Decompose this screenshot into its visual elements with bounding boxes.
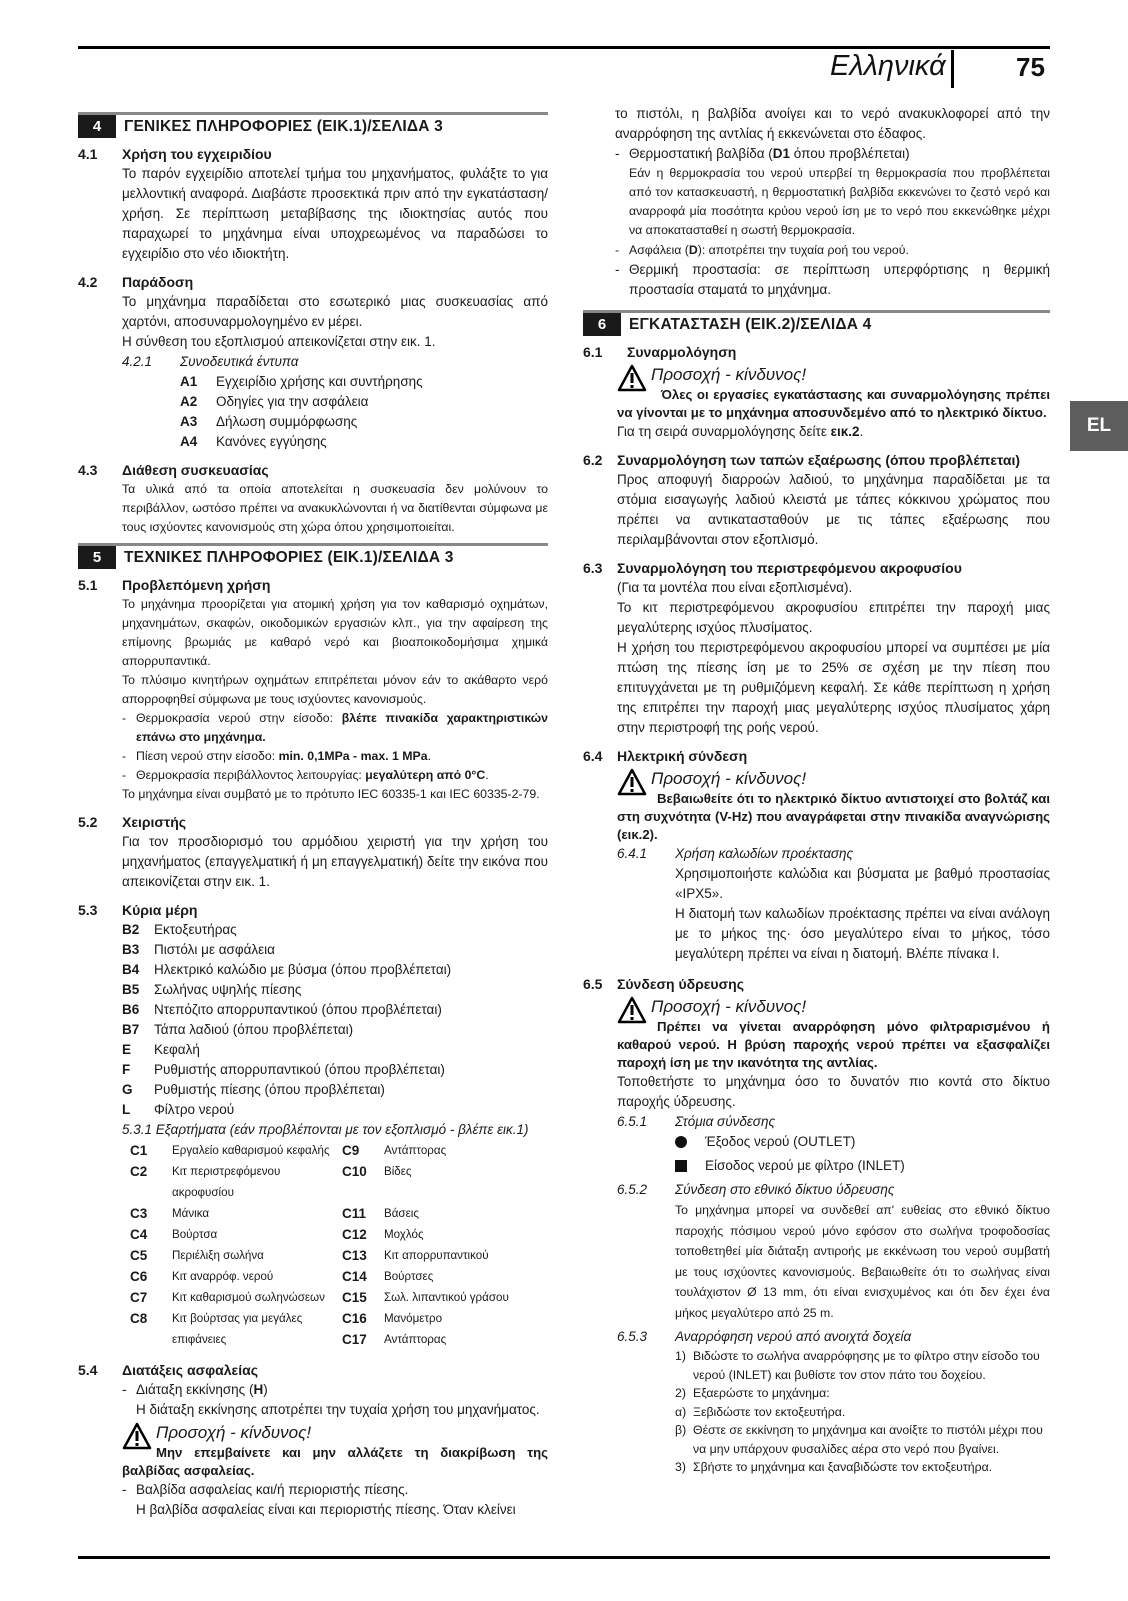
- paragraph: Η χρήση του περιστρεφόμενου ακροφυσίου μπορεί να συμπέσει με μία πτώση της πίεσης ίση με το 25% σε σχέση με την πίεση που επιτυγχάνεται με τη ρυθμιζόμενη κεφαλή. Σε κάθε περίπτωση η χρήση της επιτρέπει την παροχή μιας μεγαλύτερης ισχύος πλυσίματος χάρη στην περιστροφή της ροής νερού.: [617, 640, 1050, 735]
- item-text: Σωλήνας υψηλής πίεσης: [154, 982, 302, 997]
- item-code: B2: [122, 922, 140, 937]
- dash-item: - Θερμοκρασία νερού στην είσοδο: βλέπε πινακίδα χαρακτηριστικών επάνω στο μηχάνημα.: [122, 711, 548, 744]
- item-code: G: [122, 1082, 133, 1097]
- section-4-heading: [78, 112, 548, 138]
- list-item: [675, 1384, 1050, 1403]
- subsubsection-heading: [78, 352, 548, 372]
- item-code: A1: [180, 374, 198, 389]
- subsubsection-heading: [583, 844, 1050, 864]
- step-text: Θέστε σε εκκίνηση το μηχάνημα και ανοίξτε το πιστόλι μέχρι που να μην υπάρχουν φυσαλίδες αέρα στο νερό που βγαίνει.: [693, 1423, 1043, 1456]
- dash-text-end: .: [427, 749, 431, 763]
- subsection-heading: [583, 974, 1050, 994]
- warning-block: [583, 364, 1050, 422]
- table-cell: Βούρτσα: [172, 1228, 218, 1241]
- list-item: [78, 392, 548, 412]
- warning-icon: [617, 768, 651, 798]
- dash-emphasis: μεγαλύτερη από 0°C: [365, 768, 486, 782]
- warning-text: Μην επεμβαίνετε και μην αλλάζετε τη διακρίβωση της βαλβίδας ασφαλείας.: [122, 1445, 548, 1478]
- table-cell: Κιτ απορρυπαντικού: [384, 1249, 489, 1262]
- item-text: Πιστόλι με ασφάλεια: [154, 942, 275, 957]
- table-cell: επιφάνειες: [172, 1333, 227, 1346]
- subsection-title: Προβλεπόμενη χρήση: [122, 577, 271, 593]
- dash-item: - Ασφάλεια (D): αποτρέπει την τυχαία ροή του νερού.: [615, 243, 909, 257]
- item-code: A4: [180, 434, 198, 449]
- dash-text: Θερμική προστασία: σε περίπτωση υπερφόρτισης η θερμική προστασία σταματά το μηχάνημα.: [629, 262, 1050, 297]
- item-text: Εκτοξευτήρας: [154, 922, 237, 937]
- list-item: [583, 1132, 1050, 1152]
- item-text: Είσοδος νερού με φίλτρο (INLET): [705, 1158, 905, 1173]
- dash-text-end: .: [485, 768, 489, 782]
- item-code: L: [122, 1102, 131, 1117]
- table-cell: Μάνικα: [172, 1207, 210, 1220]
- table-cell: C8: [130, 1311, 148, 1326]
- list-item: [78, 412, 548, 432]
- subsection-title: Χειριστής: [122, 814, 187, 830]
- subsubsection-number: 6.5.3: [617, 1329, 648, 1344]
- warning-title: Προσοχή - κίνδυνος!: [651, 769, 807, 788]
- subsubsection-title: Στόμια σύνδεσης: [675, 1114, 776, 1129]
- subsection-heading: [78, 144, 548, 164]
- table-cell: C14: [342, 1269, 367, 1284]
- subsection-number: 5.4: [78, 1362, 98, 1378]
- subsection-heading: [583, 746, 1050, 766]
- step-text: Σβήστε το μηχάνημα και ξαναβιδώστε τον εκτοξευτήρα.: [693, 1460, 993, 1474]
- item-code: A2: [180, 394, 198, 409]
- paragraph: [583, 422, 1050, 442]
- subsubsection-heading: [583, 1112, 1050, 1132]
- subsection-heading: [78, 575, 548, 595]
- table-cell: Κιτ βούρτσας για μεγάλες: [172, 1312, 303, 1325]
- dash-text: Βαλβίδα ασφαλείας και/ή περιοριστής πίεσης.: [136, 1482, 409, 1497]
- subsection-title: Διάθεση συσκευασίας: [122, 462, 269, 478]
- item-text: Κανόνες εγγύησης: [216, 434, 327, 449]
- table-cell: C1: [130, 1143, 148, 1158]
- subsection-number: 6.5: [583, 976, 603, 992]
- subsubsection-heading: 5.3.1 Εξαρτήματα (εάν προβλέπονται με τον εξοπλισμό - βλέπε εικ.1): [122, 1122, 529, 1137]
- subsection-number: 5.3: [78, 902, 98, 918]
- item-text: Κεφαλή: [154, 1042, 200, 1057]
- table-cell: Μοχλός: [384, 1228, 424, 1241]
- table-cell: C11: [342, 1206, 367, 1221]
- dash-item: - Θερμική προστασία: σε περίπτωση υπερφόρτισης η θερμική προστασία σταματά το μηχάνημα.: [583, 260, 1050, 300]
- subsubsection-title: Σύνδεση στο εθνικό δίκτυο ύδρευσης: [675, 1182, 895, 1197]
- item-text: Φίλτρο νερού: [154, 1102, 235, 1117]
- list-item: [675, 1458, 1050, 1477]
- paragraph: Η σύνθεση του εξοπλισμού απεικονίζεται στην εικ. 1.: [122, 334, 436, 349]
- list-item: [78, 1100, 548, 1120]
- list-item: [583, 1156, 1050, 1176]
- subsection-title: Κύρια μέρη: [122, 902, 198, 918]
- item-text: Τάπα λαδιού (όπου προβλέπεται): [154, 1022, 354, 1037]
- language-tab: [1070, 401, 1128, 451]
- dash-item: - Διάταξη εκκίνησης (H): [122, 1382, 268, 1397]
- list-item: [78, 1080, 548, 1100]
- item-code: B3: [122, 942, 140, 957]
- table-cell: C6: [130, 1269, 148, 1284]
- subsection-number: 6.4: [583, 748, 603, 764]
- table-cell: C15: [342, 1290, 367, 1305]
- warning-title: Προσοχή - κίνδυνος!: [156, 1423, 312, 1442]
- item-text: Ρυθμιστής απορρυπαντικού (όπου προβλέπεται): [154, 1062, 445, 1077]
- subsection-title: Χρήση του εγχειριδίου: [122, 146, 272, 162]
- subsection-heading: [78, 272, 548, 292]
- subsection-number: 6.2: [583, 452, 603, 468]
- dash-text: Θερμοκρασία νερού στην είσοδο:: [136, 711, 342, 725]
- paragraph: Το μηχάνημα προορίζεται για ατομική χρήση για τον καθαρισμό οχημάτων, μηχανημάτων, σκαφών, οικοδομικών εργασιών κλπ., για την αφαίρεση της επίμονης βρωμιάς με καθαρό νερό και βιοαποικοδομήσιμα χημικά απορρυπαντικά.: [122, 597, 548, 668]
- subsection-heading: [583, 558, 1050, 578]
- warning-icon: [617, 996, 651, 1026]
- paragraph: (Για τα μοντέλα που είναι εξοπλισμένα).: [617, 580, 853, 595]
- subsection-heading: [583, 450, 1050, 470]
- item-text: Ρυθμιστής πίεσης (όπου προβλέπεται): [154, 1082, 385, 1097]
- subsection-title: Συναρμολόγηση του περιστρεφόμενου ακροφυσίου: [617, 560, 962, 576]
- subsection-number: 6.3: [583, 560, 603, 576]
- paragraph-text-end: .: [859, 424, 864, 439]
- paragraph: Το μηχάνημα παραδίδεται στο εσωτερικό μιας συσκευασίας από χαρτόνι, αποσυναρμολογημένο εν μέρει.: [122, 294, 548, 329]
- paragraph-text: Για τη σειρά συναρμολόγησης δείτε: [617, 424, 831, 439]
- figure-ref: εικ.2: [830, 424, 860, 439]
- section-title: ΤΕΧΝΙΚΕΣ ΠΛΗΡΟΦΟΡΙΕΣ (ΕΙΚ.1)/ΣΕΛΙΔΑ 3: [124, 548, 454, 566]
- item-code: B4: [122, 962, 140, 977]
- subsection-title: Σύνδεση ύδρευσης: [617, 976, 744, 992]
- warning-text: Πρέπει να γίνεται αναρρόφηση μόνο φιλτραρισμένου ή καθαρού νερού. Η βρύση παροχής νερού πρέπει να εξασφαλίζει παροχή ίση με την ικανότητα της αντλίας.: [617, 1019, 1050, 1070]
- item-text: Δήλωση συμμόρφωσης: [216, 414, 358, 429]
- left-column: [78, 106, 548, 1520]
- subsection-heading: [583, 342, 1050, 362]
- dash-text: Διάταξη εκκίνησης (: [136, 1382, 254, 1397]
- subsection-number: 4.2: [78, 274, 98, 290]
- subsubsection-number: 4.2.1: [122, 354, 153, 369]
- section-6-heading: [583, 310, 1050, 336]
- item-code: F: [122, 1062, 131, 1077]
- item-text: Ντεπόζιτο απορρυπαντικού (όπου προβλέπεται): [154, 1002, 442, 1017]
- paragraph: Τοποθετήστε το μηχάνημα όσο το δυνατόν πιο κοντά στο δίκτυο παροχής ύδρευσης.: [617, 1074, 1050, 1109]
- subsubsection-number: 6.5.1: [617, 1114, 648, 1129]
- table-cell: Μανόμετρο: [384, 1312, 443, 1325]
- dash-text-end: ): αποτρέπει την τυχαία ροή του νερού.: [697, 243, 909, 257]
- subsubsection-title: Αναρρόφηση νερού από ανοιχτά δοχεία: [675, 1329, 912, 1344]
- item-code: B5: [122, 982, 140, 997]
- dash-item: - Θερμοστατική βαλβίδα (D1 όπου προβλέπεται): [615, 146, 910, 161]
- language-tab-label: EL: [1086, 415, 1112, 436]
- list-item: [78, 980, 548, 1000]
- table-cell: Βούρτσες: [384, 1270, 434, 1283]
- list-item: [78, 372, 548, 392]
- subsection-title: Συναρμολόγηση: [627, 344, 737, 360]
- subsubsection-number: 6.4.1: [617, 846, 648, 861]
- dash-text-end: ): [263, 1382, 268, 1397]
- list-item: [78, 1040, 548, 1060]
- dash-emphasis: H: [253, 1382, 264, 1397]
- circle-bullet-icon: [675, 1136, 705, 1148]
- list-item: [78, 960, 548, 980]
- paragraph: Το πλύσιμο κινητήρων οχημάτων επιτρέπεται μόνον εάν το ακάθαρτο νερό απορροφηθεί σύμφωνα με τους ισχύοντες κανονισμούς.: [122, 673, 548, 706]
- dash-text-end: όπου προβλέπεται): [790, 146, 910, 161]
- list-item: [78, 1000, 548, 1020]
- warning-block: [583, 768, 1050, 844]
- paragraph: Το κιτ περιστρεφόμενου ακροφυσίου επιτρέπει την παροχή μιας μεγαλύτερης ισχύος πλυσίματος.: [617, 600, 1050, 635]
- subsection-heading: [78, 812, 548, 832]
- header-divider: [951, 50, 954, 88]
- list-item: [78, 1060, 548, 1080]
- step-text: Ξεβιδώστε τον εκτοξευτήρα.: [693, 1404, 846, 1419]
- table-cell: C2: [130, 1164, 148, 1179]
- subsection-title: Συναρμολόγηση των ταπών εξαέρωσης (όπου προβλέπεται): [617, 452, 1021, 468]
- subsection-number: 4.1: [78, 146, 98, 162]
- warning-icon: [617, 364, 651, 394]
- subsection-title: Παράδοση: [122, 274, 194, 290]
- subsection-number: 6.1: [583, 344, 603, 360]
- subsubsection-heading: [583, 1327, 1050, 1347]
- dash-item: - Πίεση νερού στην είσοδο: min. 0,1MPa - max. 1 MPa.: [122, 749, 431, 763]
- section-number: 6: [583, 313, 621, 336]
- table-cell: Αντάπτορας: [384, 1144, 447, 1157]
- step-number: 1): [675, 1349, 686, 1363]
- table-cell: C12: [342, 1227, 367, 1242]
- paragraph: Το μηχάνημα μπορεί να συνδεθεί απ' ευθείας στο εθνικό δίκτυο παροχής πόσιμου νερού μόνο εφόσον στο σωλήνα τροφοδοσίας τοποθετηθεί μία διάταξη αντιροής με εκκένωση του νερού συμβατή με τους ισχύοντες κανονισμούς. Βεβαιωθείτε ότι το σωλήνας είναι τουλάχιστον Ø 13 mm, ότι είναι ενισχυμένος και ότι δεν έχει ένα μήκος μεγαλύτερο από 25 m.: [675, 1203, 1050, 1320]
- step-text: Εξαερώστε το μηχάνημα:: [693, 1386, 830, 1400]
- table-cell: Σωλ. λιπαντικού γράσου: [384, 1291, 509, 1304]
- dash-text: Θερμοστατική βαλβίδα (: [629, 146, 773, 161]
- section-number: 4: [78, 115, 116, 138]
- paragraph: Το παρόν εγχειρίδιο αποτελεί τμήμα του μηχανήματος, φυλάξτε το για μελλοντική αναφορά. Διαβάστε προσεκτικά πριν από την εγκατάσταση/χρήση. Σε περίπτωση μεταβίβασης της ιδιοκτησίας αυτός που παραχωρεί το μηχάνημα είναι υποχρεωμένος να παραδώσει το εγχειρίδιο στο νέο ιδιοκτήτη.: [122, 166, 548, 261]
- warning-text: Βεβαιωθείτε ότι το ηλεκτρικό δίκτυο αντιστοιχεί στο βολτάζ και στη συχνότητα (V-Hz) που αναγράφεται στην πινακίδα αναγνώρισης (εικ.2).: [617, 791, 1050, 842]
- paragraph: Το μηχάνημα είναι συμβατό με το πρότυπο IEC 60335-1 και IEC 60335-2-79.: [122, 787, 540, 801]
- table-cell: Περιέλιξη σωλήνα: [172, 1249, 264, 1262]
- paragraph: το πιστόλι, η βαλβίδα ανοίγει και το νερό ανακυκλοφορεί από την αναρρόφηση της αντλίας ή εκκενώνεται στο έδαφος.: [615, 106, 1050, 141]
- subsubsection-title: Συνοδευτικά έντυπα: [180, 354, 299, 369]
- item-text: Ηλεκτρικό καλώδιο με βύσμα (όπου προβλέπεται): [154, 962, 452, 977]
- list-item: [78, 920, 548, 940]
- bottom-rule: [78, 1556, 1050, 1559]
- accessories-table: [78, 1140, 548, 1350]
- subsubsection-title: Χρήση καλωδίων προέκτασης: [675, 846, 854, 861]
- table-cell: C9: [342, 1143, 360, 1158]
- square-bullet-icon: [675, 1160, 705, 1172]
- paragraph: Η διάταξη εκκίνησης αποτρέπει την τυχαία χρήση του μηχανήματος.: [136, 1402, 540, 1417]
- paragraph: Για τον προσδιορισμό του αρμόδιου χειριστή για την χρήση του μηχανήματος (επαγγελματική ή μη επαγγελματική) δείτε την εικόνα που απεικονίζεται στην εικ. 1.: [122, 834, 548, 889]
- step-number: 3): [675, 1460, 686, 1474]
- subsection-title: Διατάξεις ασφαλείας: [122, 1362, 258, 1378]
- paragraph: Η διατομή των καλωδίων προέκτασης πρέπει να είναι ανάλογη με το μήκος της· όσο μεγαλύτερο είναι το μήκος, τόσο μεγαλύτερη πρέπει να είναι η διατομή. Βλέπε πίνακα I.: [675, 906, 1050, 961]
- warning-title: Προσοχή - κίνδυνος!: [651, 997, 807, 1016]
- table-cell: Κιτ καθαρισμού σωληνώσεων: [172, 1291, 325, 1304]
- table-cell: Αντάπτορας: [384, 1333, 447, 1346]
- steps-list: [583, 1347, 1050, 1477]
- item-text: Εγχειρίδιο χρήσης και συντήρησης: [216, 374, 423, 389]
- top-rule: [78, 46, 1050, 49]
- warning-block: [78, 1422, 548, 1480]
- section-title: ΓΕΝΙΚΕΣ ΠΛΗΡΟΦΟΡΙΕΣ (ΕΙΚ.1)/ΣΕΛΙΔΑ 3: [124, 117, 443, 135]
- dash-emphasis: min. 0,1MPa - max. 1 MPa: [278, 749, 428, 763]
- item-code: B7: [122, 1022, 140, 1037]
- section-title: ΕΓΚΑΤΑΣΤΑΣΗ (ΕΙΚ.2)/ΣΕΛΙΔΑ 4: [629, 315, 872, 333]
- list-item: [78, 940, 548, 960]
- table-cell: C10: [342, 1164, 367, 1179]
- item-text: Έξοδος νερού (OUTLET): [705, 1134, 856, 1149]
- paragraph: Εάν η θερμοκρασία του νερού υπερβεί τη θερμοκρασία που προβλέπεται από τον κατασκευαστή, η θερμοστατική βαλβίδα εκκενώνει το ζεστό νερό και αναρροφά μία ποσότητα κρύου νερού ίση με το νερό που εκκενώθηκε μέχρι να αποκατασταθεί η σωστή θερμοκρασία.: [629, 166, 1050, 237]
- language-label: Ελληνικά: [830, 50, 946, 82]
- table-cell: C3: [130, 1206, 148, 1221]
- paragraph: Η βαλβίδα ασφαλείας είναι και περιοριστής πίεσης. Όταν κλείνει: [136, 1502, 516, 1517]
- paragraph: Προς αποφυγή διαρροών λαδιού, το μηχάνημα παραδίδεται με τα στόμια εισαγωγής λαδιού κλειστά με τάπες κόκκινου χρώματος που πρέπει να αντικατασταθούν με τις τάπες εξαέρωσης που περιλαμβάνονται στον εξοπλισμό.: [617, 472, 1050, 547]
- subsection-heading: [78, 460, 548, 480]
- subsubsection-number: 6.5.2: [617, 1182, 648, 1197]
- right-column: [583, 104, 1050, 1477]
- step-number: β): [675, 1423, 687, 1437]
- warning-text: Όλες οι εργασίες εγκατάστασης και συναρμολόγησης πρέπει να γίνονται με το μηχάνημα αποσυνδεμένο από το ηλεκτρικό δίκτυο.: [617, 387, 1050, 420]
- step-number: α): [675, 1404, 687, 1419]
- section-5-heading: [78, 543, 548, 569]
- table-cell: Κιτ περιστρεφόμενου ακροφυσίου: [172, 1165, 281, 1199]
- table-cell: Κιτ αναρρόφ. νερού: [172, 1270, 274, 1283]
- section-number: 5: [78, 546, 116, 569]
- step-number: 2): [675, 1386, 686, 1400]
- paragraph: Χρησιμοποιήστε καλώδια και βύσματα με βαθμό προστασίας «IPX5».: [675, 866, 1050, 901]
- subsection-number: 5.1: [78, 577, 98, 593]
- table-cell: Βίδες: [384, 1165, 412, 1178]
- warning-block: [583, 996, 1050, 1072]
- paragraph: Τα υλικά από τα οποία αποτελείται η συσκευασία δεν μολύνουν το περιβάλλον, ωστόσο πρέπει να ανακυκλώνονται ή να διατίθενται σύμφωνα με τους ισχύοντες κανονισμούς στη χώρα όπου χρησιμοποιείται.: [122, 482, 548, 534]
- dash-emphasis: βλέπε πινακίδα χαρακτηριστικών επάνω στο μηχάνημα.: [136, 711, 548, 744]
- list-item: [675, 1421, 1050, 1458]
- table-cell: C7: [130, 1290, 148, 1305]
- table-cell: C17: [342, 1332, 367, 1347]
- dash-emphasis: D: [688, 243, 698, 257]
- item-code: A3: [180, 414, 198, 429]
- table-cell: C16: [342, 1311, 367, 1326]
- subsection-heading: [78, 900, 548, 920]
- dash-text: Θερμοκρασία περιβάλλοντος λειτουργίας:: [136, 768, 366, 782]
- warning-title: Προσοχή - κίνδυνος!: [651, 365, 807, 384]
- list-item: [675, 1403, 1050, 1422]
- subsection-number: 4.3: [78, 462, 98, 478]
- subsection-number: 5.2: [78, 814, 98, 830]
- dash-item: - Βαλβίδα ασφαλείας και/ή περιοριστής πίεσης.: [78, 1480, 548, 1500]
- table-cell: Εργαλείο καθαρισμού κεφαλής: [172, 1144, 330, 1157]
- item-code: B6: [122, 1002, 140, 1017]
- dash-text: Πίεση νερού στην είσοδο:: [136, 749, 279, 763]
- item-code: E: [122, 1042, 132, 1057]
- table-cell: C13: [342, 1248, 367, 1263]
- item-text: Οδηγίες για την ασφάλεια: [216, 394, 369, 409]
- table-cell: C4: [130, 1227, 148, 1242]
- dash-emphasis: D1: [772, 146, 791, 161]
- subsection-heading: [78, 1360, 548, 1380]
- list-item: [78, 1020, 548, 1040]
- table-cell: [130, 1329, 172, 1350]
- subsection-title: Ηλεκτρική σύνδεση: [617, 748, 748, 764]
- table-cell: C5: [130, 1248, 148, 1263]
- page-number: 75: [1016, 52, 1045, 82]
- list-item: [78, 432, 548, 452]
- dash-text: Ασφάλεια (: [629, 243, 689, 257]
- dash-item: - Θερμοκρασία περιβάλλοντος λειτουργίας: μεγαλύτερη από 0°C.: [122, 768, 489, 782]
- subsubsection-heading: [583, 1180, 1050, 1200]
- step-text: Βιδώστε το σωλήνα αναρρόφησης με το φίλτρο στην είσοδο του νερού (INLET) και βυθίστε τον στον πάτο του δοχείου.: [693, 1349, 1040, 1382]
- list-item: [675, 1347, 1050, 1384]
- warning-icon: [122, 1422, 156, 1452]
- table-cell: Βάσεις: [384, 1207, 419, 1220]
